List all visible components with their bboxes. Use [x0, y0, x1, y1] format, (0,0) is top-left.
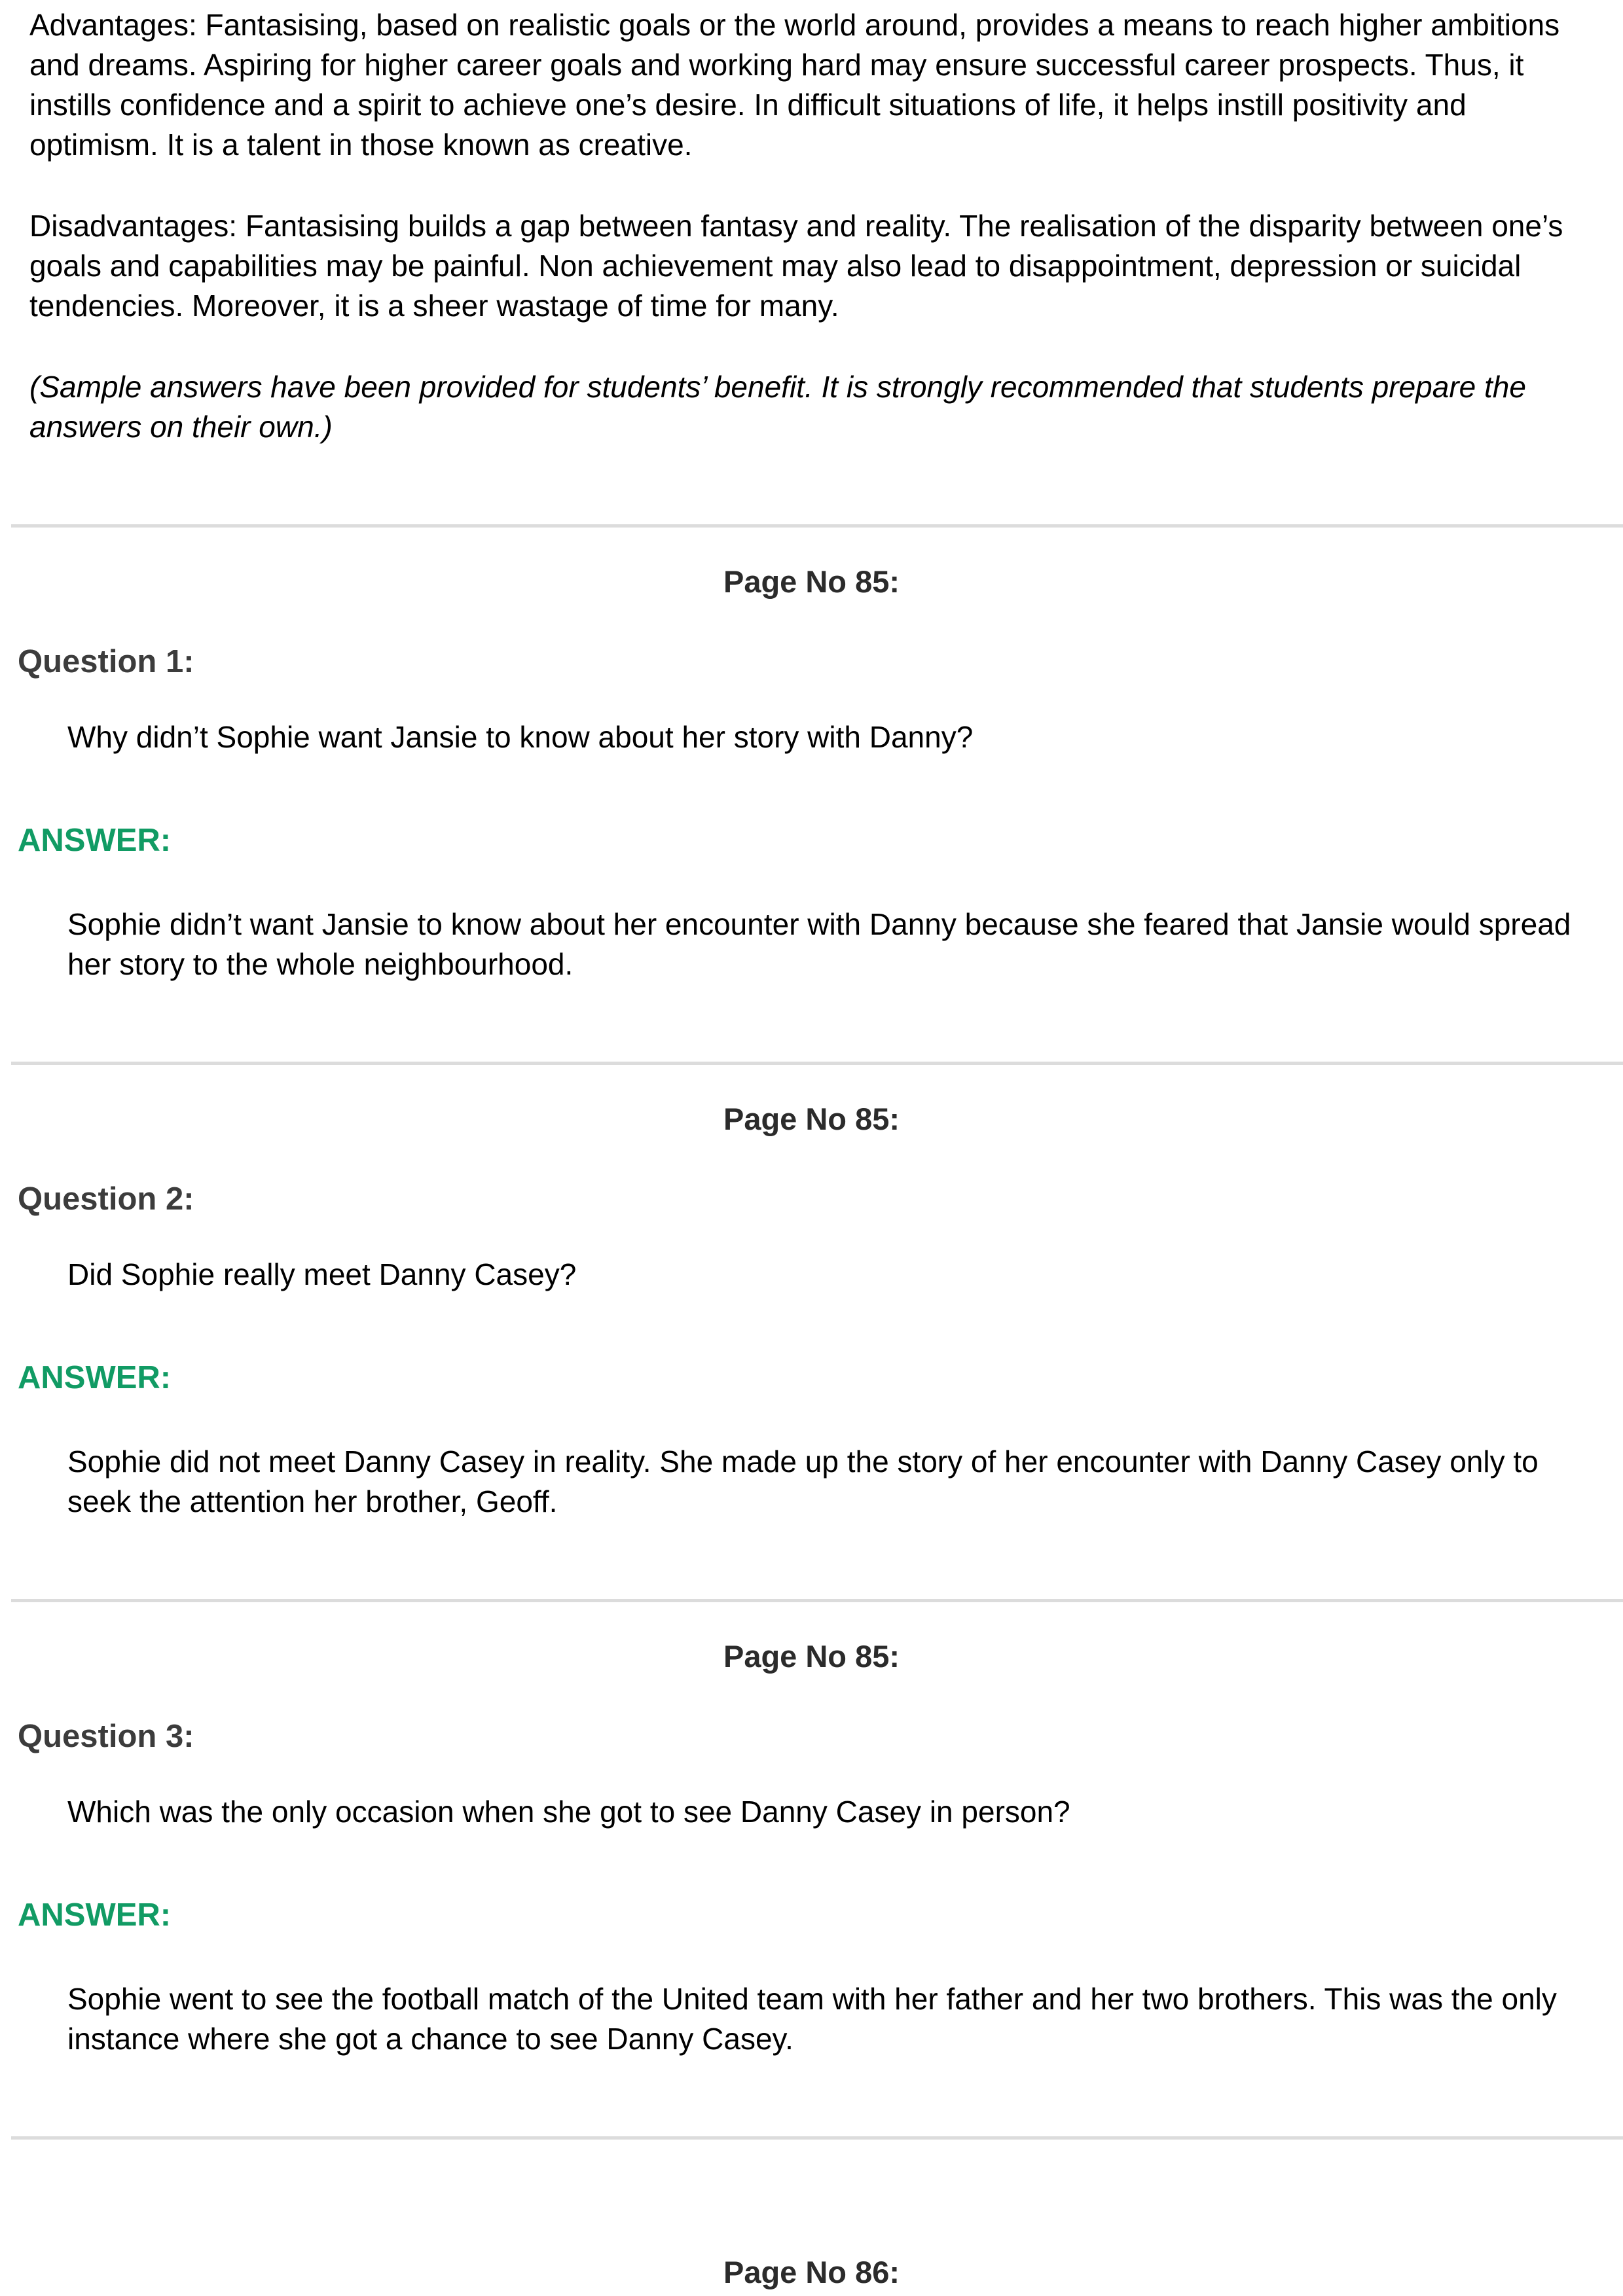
- qa-section-1: [0, 524, 1623, 984]
- answer-text: Sophie didn’t want Jansie to know about her encounter with Danny because she feared that Jansie would spread her story to the whole neighbourhood.: [67, 907, 1571, 981]
- question-text: Which was the only occasion when she got to see Danny Casey in person?: [67, 1795, 1070, 1829]
- question-heading: Question 3:: [18, 1719, 194, 1754]
- qa-section-2: [0, 1062, 1623, 1522]
- section-divider: [11, 524, 1623, 528]
- page-number-heading: Page No 85:: [723, 564, 900, 599]
- question-text: Did Sophie really meet Danny Casey?: [67, 1257, 577, 1291]
- section-divider: [11, 2136, 1623, 2140]
- question-heading: Question 2:: [18, 1181, 194, 1217]
- question-heading: Question 1:: [18, 644, 194, 679]
- section-divider: [11, 1062, 1623, 1065]
- answer-text: Sophie went to see the football match of the United team with her father and her two brothers. This was the only instance where she got a chance to see Danny Casey.: [67, 1982, 1557, 2056]
- answer-text: Sophie did not meet Danny Casey in reality. She made up the story of her encounter with Danny Casey only to seek the attention her brother, Geoff.: [67, 1444, 1539, 1518]
- page-number-heading: Page No 85:: [723, 1639, 900, 1674]
- disadvantages-paragraph: Disadvantages: Fantasising builds a gap between fantasy and reality. The realisation of the disparity between one’s goals and capabilities may be painful. Non achievement may also lead to disappointment, depression or suicidal tendencies. Moreover, it is a sheer wastage of time for many.: [29, 209, 1563, 323]
- answer-heading: ANSWER:: [18, 823, 172, 858]
- sample-answers-note: (Sample answers have been provided for students’ benefit. It is strongly recommended that students prepare the answers on their own.): [29, 370, 1526, 444]
- intro-block: [0, 0, 1623, 447]
- footer-section: [0, 2136, 1623, 2290]
- page-number-heading: Page No 86:: [723, 2255, 900, 2289]
- answer-heading: ANSWER:: [18, 1360, 172, 1395]
- question-text: Why didn’t Sophie want Jansie to know about her story with Danny?: [67, 720, 974, 754]
- section-divider: [11, 1599, 1623, 1602]
- answer-heading: ANSWER:: [18, 1897, 172, 1933]
- page-number-heading: Page No 85:: [723, 1102, 900, 1136]
- advantages-paragraph: Advantages: Fantasising, based on realistic goals or the world around, provides a means to reach higher ambitions and dreams. Aspiring for higher career goals and working hard may ensure successful career prospects. Thus, it instills confidence and a spirit to achieve one’s desire. In difficult situations of life, it helps instill positivity and optimism. It is a talent in those known as creative.: [29, 8, 1560, 162]
- qa-section-3: [0, 1599, 1623, 2059]
